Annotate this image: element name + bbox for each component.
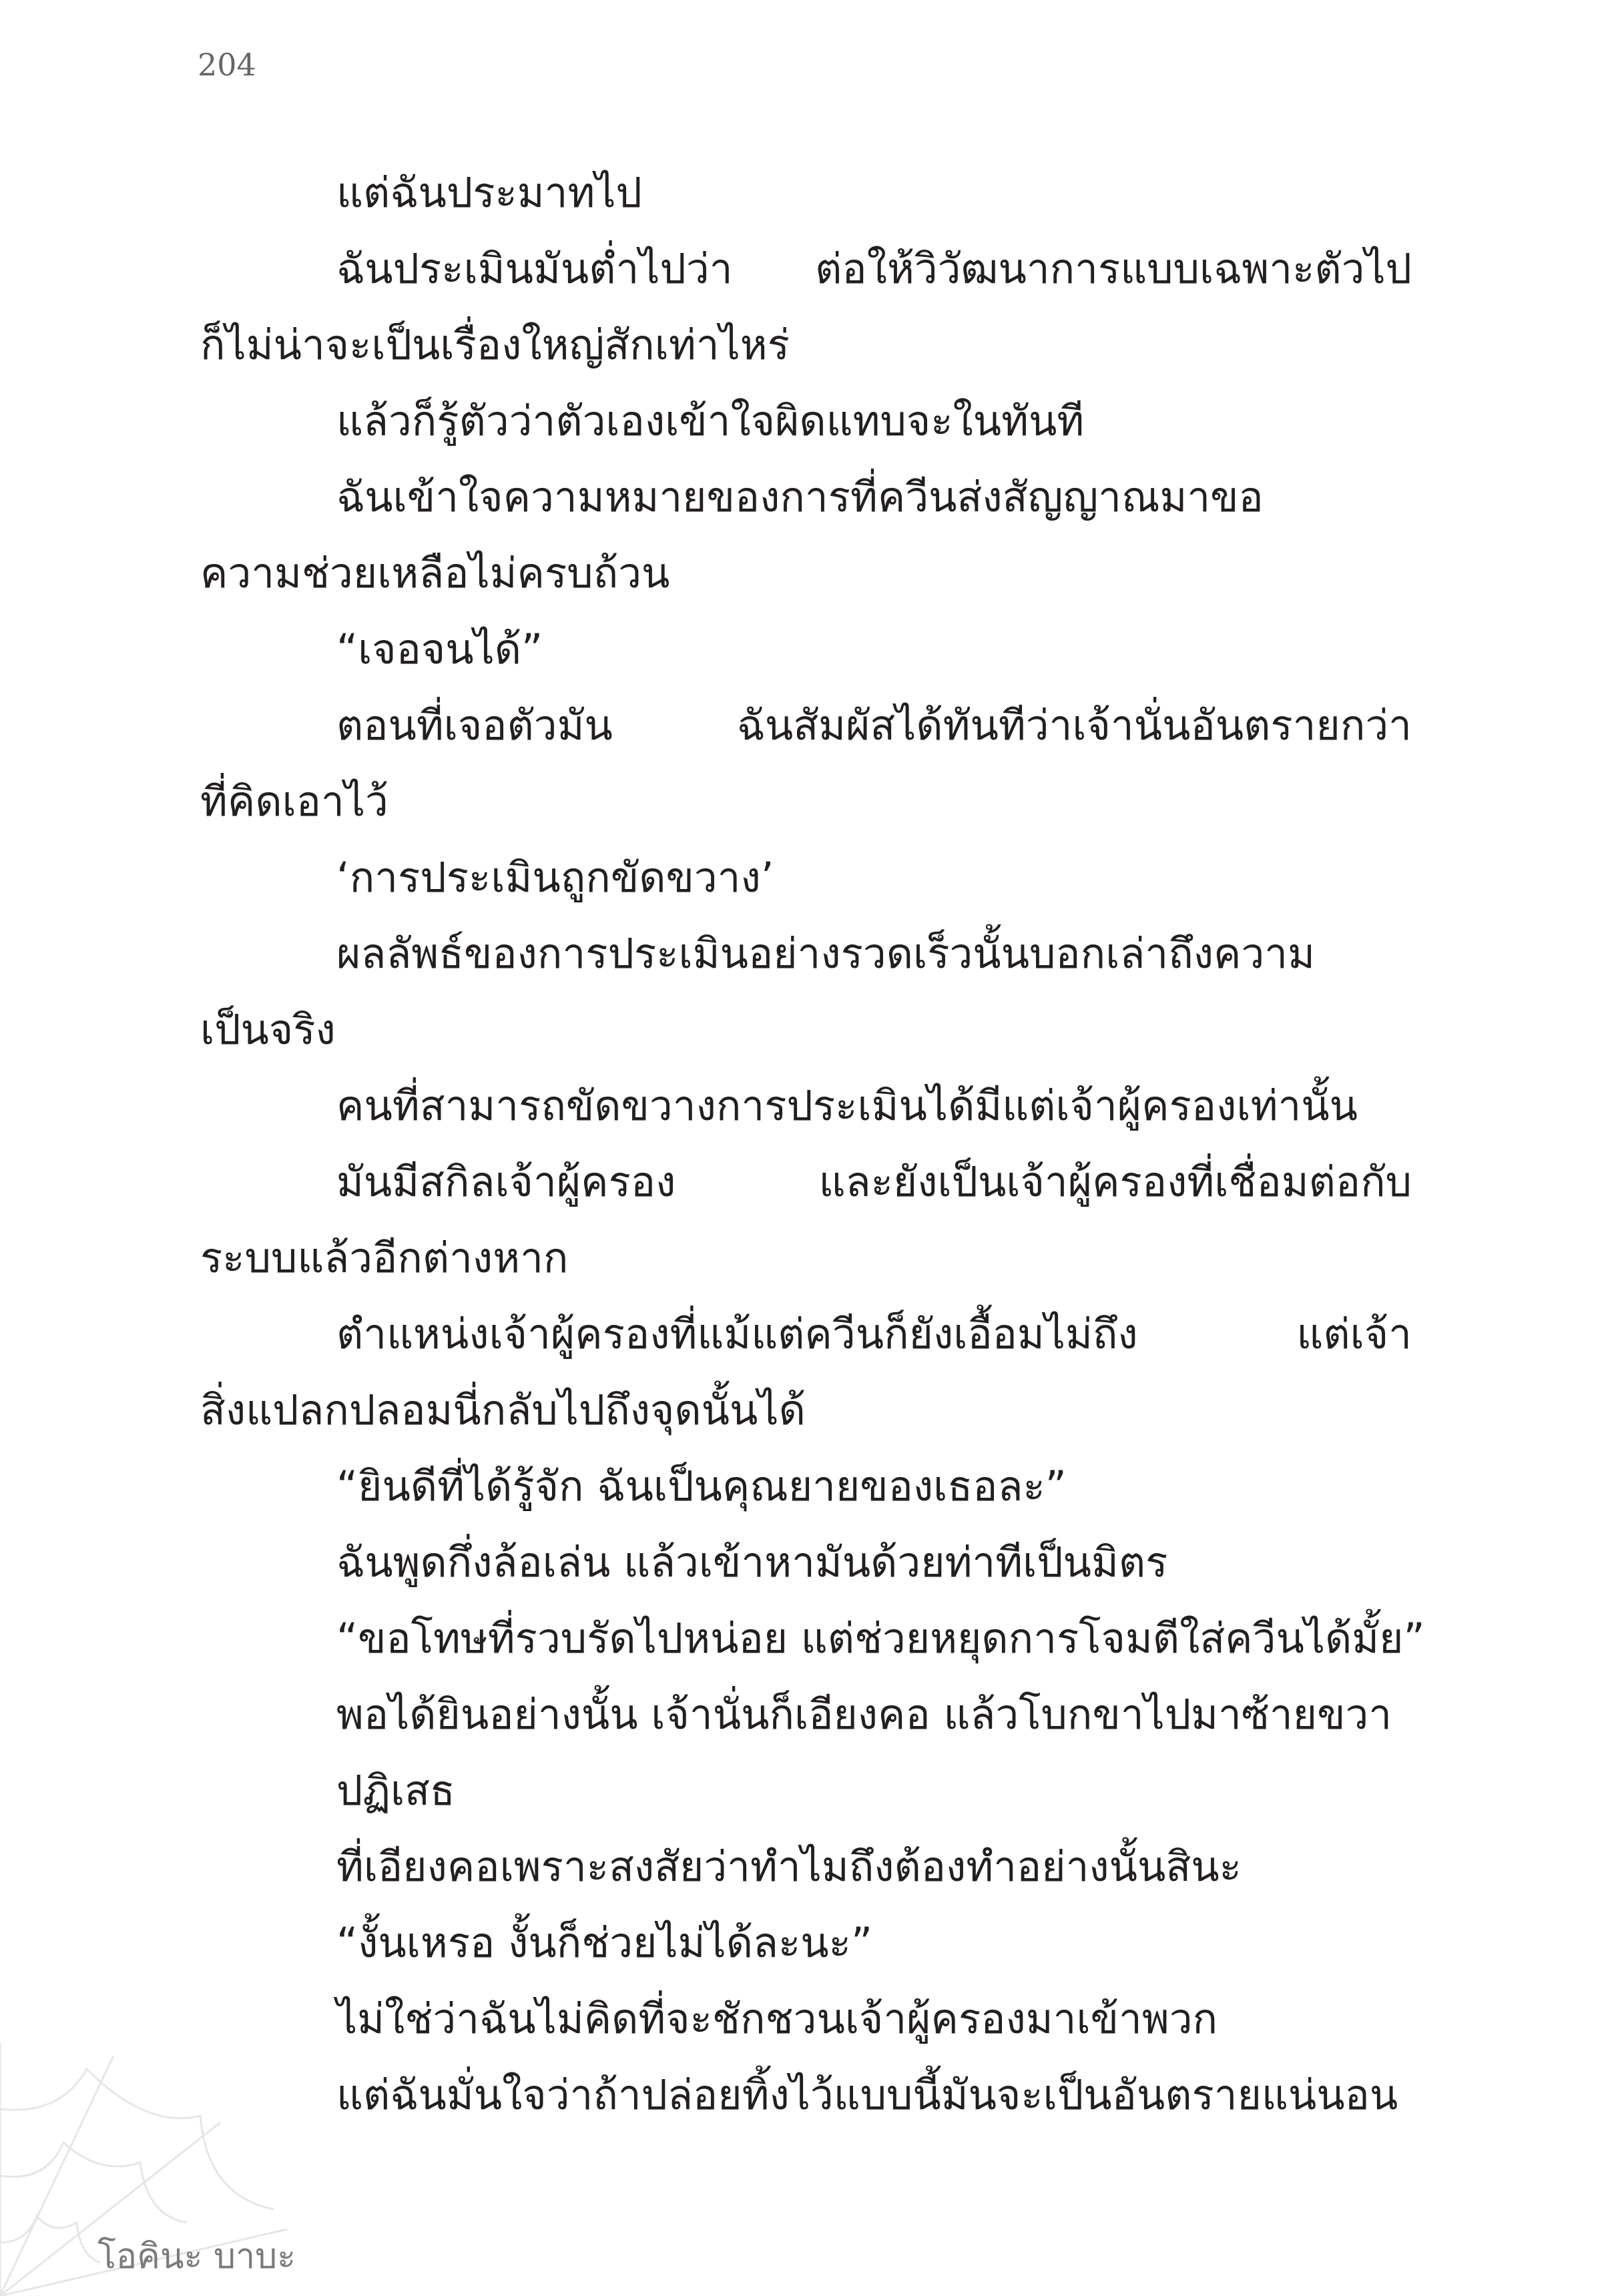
paragraph xyxy=(200,1601,1425,1677)
paragraph xyxy=(200,2057,1412,2133)
text-line: “ขอโทษที่รวบรัดไปหน่อย แต่ช่วยหยุดการโจมตีใส่ควีนได้มั้ย” xyxy=(336,1614,1425,1663)
page-number: 204 xyxy=(198,47,256,83)
text-line: แต่ฉันประมาทไป xyxy=(336,168,642,217)
text-line: ผลลัพธ์ของการประเมินอย่างรวดเร็วนั้นบอกเล่าถึงความ xyxy=(336,929,1315,978)
page-body xyxy=(200,155,1425,2133)
text-line: แล้วก็รู้ตัวว่าตัวเองเข้าใจผิดแทบจะในทันที xyxy=(336,396,1085,445)
paragraph xyxy=(200,1448,1412,1524)
paragraph xyxy=(200,1981,1412,2057)
text-line: พอได้ยินอย่างนั้น เจ้านั่นก็เอียงคอ แล้วโบกขาไปมาซ้ายขวา xyxy=(336,1690,1392,1739)
text-line: ไม่ใช่ว่าฉันไม่คิดที่จะชักชวนเจ้าผู้ครองมาเข้าพวก xyxy=(336,1994,1218,2043)
text-line: ฉันเข้าใจความหมายของการที่ควีนส่งสัญญาณมาขอ xyxy=(336,473,1264,521)
text-line: ‘การประเมินถูกขัดขวาง’ xyxy=(336,853,774,902)
paragraph xyxy=(200,1677,1412,1753)
text-line: แต่ฉันมั่นใจว่าถ้าปล่อยทิ้งไว้แบบนี้มันจะเป็นอันตรายแน่นอน xyxy=(336,2070,1398,2119)
paragraph xyxy=(200,1829,1412,1905)
text-line: ตอนที่เจอตัวมัน ฉันสัมผัสได้ทันทีว่าเจ้านั่นอันตรายกว่า xyxy=(336,701,1412,750)
text-line: ที่คิดเอาไว้ xyxy=(200,777,388,826)
paragraph xyxy=(200,383,1412,459)
text-line: สิ่งแปลกปลอมนี่กลับไปถึงจุดนั้นได้ xyxy=(200,1386,806,1434)
paragraph xyxy=(200,231,1412,383)
text-line: “งั้นเหรอ งั้นก็ช่วยไม่ได้ละนะ” xyxy=(336,1918,873,1967)
paragraph xyxy=(200,155,1412,231)
paragraph xyxy=(200,1524,1412,1601)
paragraph xyxy=(200,1068,1412,1144)
paragraph xyxy=(200,687,1412,840)
paragraph xyxy=(200,840,1412,916)
paragraph xyxy=(200,1905,1412,1981)
text-line: คนที่สามารถขัดขวางการประเมินได้มีแต่เจ้าผู้ครองเท่านั้น xyxy=(336,1081,1358,1130)
text-line: ฉันประเมินมันต่ำไปว่า ต่อให้วิวัฒนาการแบบเฉพาะตัวไป xyxy=(336,244,1412,293)
text-line: เป็นจริง xyxy=(200,1005,336,1054)
text-line: มันมีสกิลเจ้าผู้ครอง และยังเป็นเจ้าผู้ครองที่เชื่อมต่อกับ xyxy=(336,1157,1412,1206)
paragraph xyxy=(200,611,1412,687)
text-line: ที่เอียงคอเพราะสงสัยว่าทำไมถึงต้องทำอย่างนั้นสินะ xyxy=(336,1842,1242,1891)
paragraph xyxy=(200,1753,1412,1829)
book-title: โอคินะ บาบะ xyxy=(97,2237,296,2277)
text-line: ระบบแล้วอีกต่างหาก xyxy=(200,1233,569,1282)
paragraph xyxy=(200,916,1412,1068)
text-line: ปฏิเสธ xyxy=(336,1766,455,1815)
paragraph xyxy=(200,1296,1412,1448)
paragraph xyxy=(200,1144,1412,1296)
text-line: ความช่วยเหลือไม่ครบถ้วน xyxy=(200,549,670,597)
text-line: ตำแหน่งเจ้าผู้ครองที่แม้แต่ควีนก็ยังเอื้อมไม่ถึง แต่เจ้า xyxy=(336,1310,1412,1358)
text-line: “เจอจนได้” xyxy=(336,625,543,673)
text-line: ฉันพูดกึ่งล้อเล่น แล้วเข้าหามันด้วยท่าทีเป็นมิตร xyxy=(336,1538,1168,1587)
text-line: ก็ไม่น่าจะเป็นเรื่องใหญ่สักเท่าไหร่ xyxy=(200,320,790,369)
text-line: “ยินดีที่ได้รู้จัก ฉันเป็นคุณยายของเธอละ” xyxy=(336,1462,1067,1510)
paragraph xyxy=(200,459,1412,611)
